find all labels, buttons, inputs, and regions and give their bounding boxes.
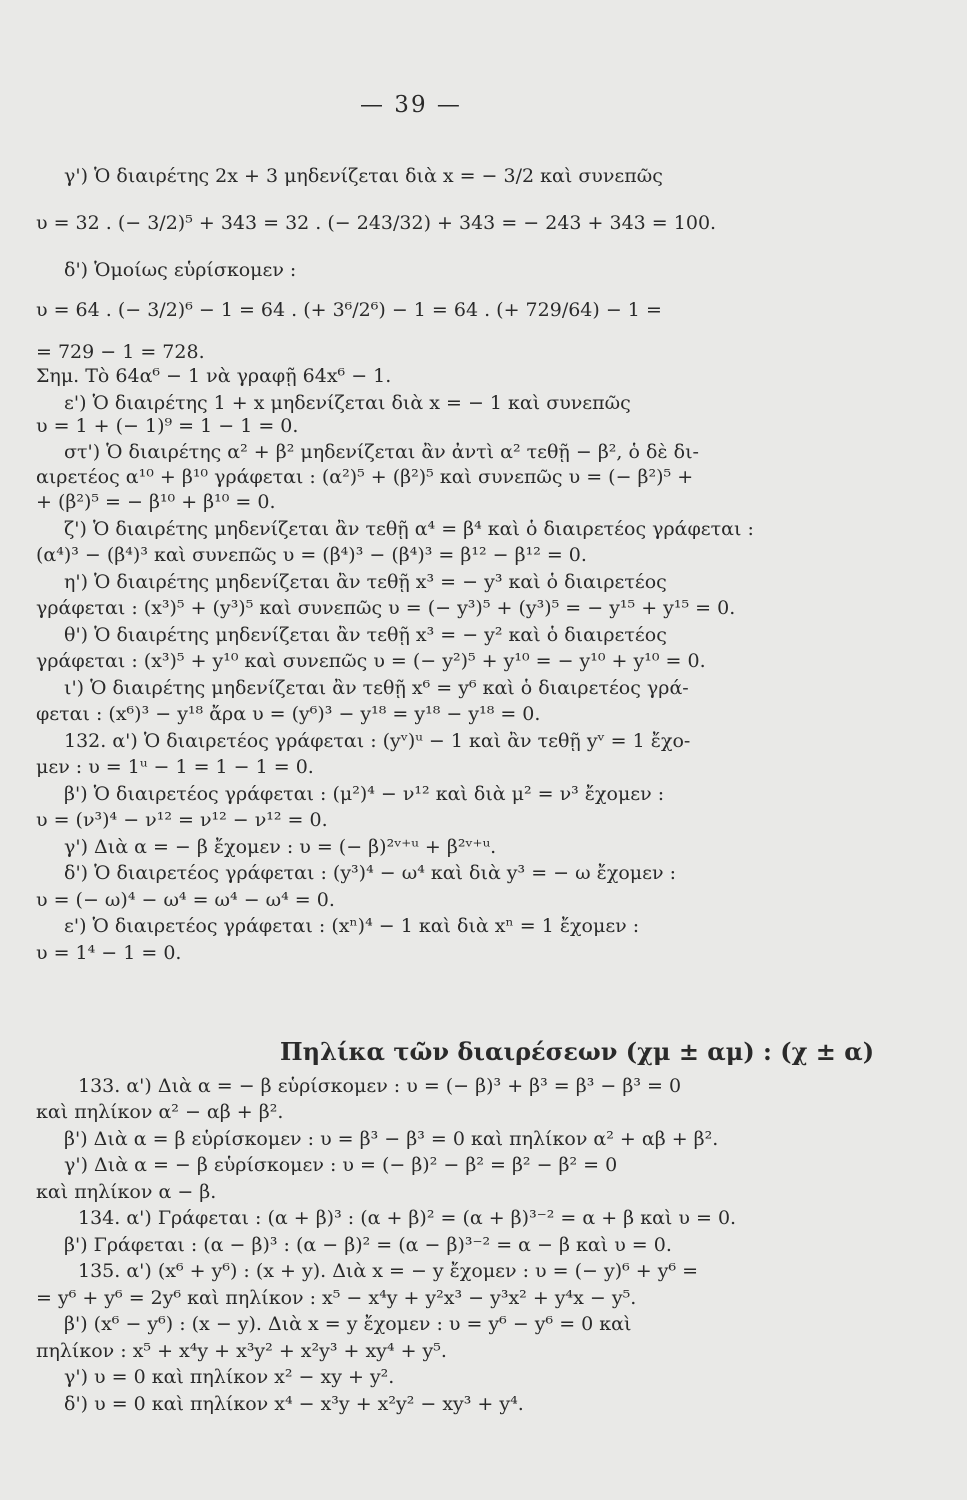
text-line: 133. α') Διὰ α = − β εὑρίσκομεν : υ = (− β)³ + β³ = β³ − β³ = 0: [78, 1075, 682, 1097]
text-line: β') (x⁶ − y⁶) : (x − y). Διὰ x = y ἔχομεν : υ = y⁶ − y⁶ = 0 καὶ: [64, 1313, 632, 1335]
text-line: δ') Ὁ διαιρετέος γράφεται : (y³)⁴ − ω⁴ καὶ διὰ y³ = − ω ἔχομεν :: [64, 862, 676, 884]
text-line: φεται : (x⁶)³ − y¹⁸ ἄρα υ = (y⁶)³ − y¹⁸ = y¹⁸ − y¹⁸ = 0.: [36, 703, 541, 725]
text-line: στ') Ὁ διαιρέτης α² + β² μηδενίζεται ἂν ἀντὶ α² τεθῇ − β², ὁ δὲ δι-: [64, 441, 699, 463]
text-line: υ = 1 + (− 1)⁹ = 1 − 1 = 0.: [36, 415, 299, 437]
text-line: γράφεται : (x³)⁵ + (y³)⁵ καὶ συνεπῶς υ = (− y³)⁵ + (y³)⁵ = − y¹⁵ + y¹⁵ = 0.: [36, 597, 736, 619]
text-line: γ') Διὰ α = − β ἔχομεν : υ = (− β)²ᵛ⁺ᵘ + β²ᵛ⁺ᵘ.: [64, 836, 497, 858]
text-line: ζ') Ὁ διαιρέτης μηδενίζεται ἂν τεθῇ α⁴ = β⁴ καὶ ὁ διαιρετέος γράφεται :: [64, 518, 754, 540]
text-line: δ') υ = 0 καὶ πηλίκον x⁴ − x³y + x²y² − xy³ + y⁴.: [64, 1393, 524, 1415]
text-line: β') Γράφεται : (α − β)³ : (α − β)² = (α − β)³⁻² = α − β καὶ υ = 0.: [64, 1234, 672, 1256]
text-line: (α⁴)³ − (β⁴)³ καὶ συνεπῶς υ = (β⁴)³ − (β⁴)³ = β¹² − β¹² = 0.: [36, 544, 587, 566]
text-line: = 729 − 1 = 728.: [36, 341, 205, 363]
text-line: θ') Ὁ διαιρέτης μηδενίζεται ἂν τεθῇ x³ = − y² καὶ ὁ διαιρετέος: [64, 624, 667, 646]
page-number: — 39 —: [360, 92, 462, 118]
text-line: = y⁶ + y⁶ = 2y⁶ καὶ πηλίκον : x⁵ − x⁴y + y²x³ − y³x² + y⁴x − y⁵.: [36, 1287, 637, 1309]
text-line: Σημ. Τὸ 64α⁶ − 1 νὰ γραφῇ 64x⁶ − 1.: [36, 365, 392, 387]
text-line: υ = (ν³)⁴ − ν¹² = ν¹² − ν¹² = 0.: [36, 809, 328, 831]
text-line: β') Ὁ διαιρετέος γράφεται : (μ²)⁴ − ν¹² καὶ διὰ μ² = ν³ ἔχομεν :: [64, 783, 665, 805]
text-line: γ') Ὁ διαιρέτης 2x + 3 μηδενίζεται διὰ x = − 3/2 καὶ συνεπῶς: [64, 165, 663, 187]
text-line: υ = 32 . (− 3/2)⁵ + 343 = 32 . (− 243/32) + 343 = − 243 + 343 = 100.: [36, 212, 717, 234]
text-line: + (β²)⁵ = − β¹⁰ + β¹⁰ = 0.: [36, 491, 276, 513]
text-line: ι') Ὁ διαιρέτης μηδενίζεται ἂν τεθῇ x⁶ = y⁶ καὶ ὁ διαιρετέος γρά-: [64, 677, 689, 699]
text-line: β') Διὰ α = β εὑρίσκομεν : υ = β³ − β³ = 0 καὶ πηλίκον α² + αβ + β².: [64, 1128, 719, 1150]
text-line: γ') Διὰ α = − β εὑρίσκομεν : υ = (− β)² − β² = β² − β² = 0: [64, 1154, 618, 1176]
text-line: δ') Ὁμοίως εὑρίσκομεν :: [64, 259, 297, 281]
text-line: η') Ὁ διαιρέτης μηδενίζεται ἂν τεθῇ x³ = − y³ καὶ ὁ διαιρετέος: [64, 571, 667, 593]
text-line: υ = 1⁴ − 1 = 0.: [36, 942, 182, 964]
text-line: ε') Ὁ διαιρέτης 1 + x μηδενίζεται διὰ x = − 1 καὶ συνεπῶς: [64, 392, 631, 414]
text-line: γ') υ = 0 καὶ πηλίκον x² − xy + y².: [64, 1366, 395, 1388]
section-heading: Πηλίκα τῶν διαιρέσεων (χμ ± αμ) : (χ ± α): [280, 1037, 875, 1066]
text-line: υ = (− ω)⁴ − ω⁴ = ω⁴ − ω⁴ = 0.: [36, 889, 335, 911]
text-line: υ = 64 . (− 3/2)⁶ − 1 = 64 . (+ 3⁶/2⁶) − 1 = 64 . (+ 729/64) − 1 =: [36, 299, 662, 321]
text-line: μεν : υ = 1ᵘ − 1 = 1 − 1 = 0.: [36, 756, 314, 778]
text-line: καὶ πηλίκον α² − αβ + β².: [36, 1101, 284, 1123]
text-line: αιρετέος α¹⁰ + β¹⁰ γράφεται : (α²)⁵ + (β²)⁵ καὶ συνεπῶς υ = (− β²)⁵ +: [36, 466, 694, 488]
text-line: 134. α') Γράφεται : (α + β)³ : (α + β)² = (α + β)³⁻² = α + β καὶ υ = 0.: [78, 1207, 737, 1229]
text-line: ε') Ὁ διαιρετέος γράφεται : (xⁿ)⁴ − 1 καὶ διὰ xⁿ = 1 ἔχομεν :: [64, 915, 640, 937]
text-line: 135. α') (x⁶ + y⁶) : (x + y). Διὰ x = − y ἔχομεν : υ = (− y)⁶ + y⁶ =: [78, 1260, 699, 1282]
text-line: καὶ πηλίκον α − β.: [36, 1181, 217, 1203]
text-line: γράφεται : (x³)⁵ + y¹⁰ καὶ συνεπῶς υ = (− y²)⁵ + y¹⁰ = − y¹⁰ + y¹⁰ = 0.: [36, 650, 706, 672]
text-line: πηλίκον : x⁵ + x⁴y + x³y² + x²y³ + xy⁴ + y⁵.: [36, 1340, 447, 1362]
text-line: 132. α') Ὁ διαιρετέος γράφεται : (yᵛ)ᵘ − 1 καὶ ἂν τεθῇ yᵛ = 1 ἔχο-: [64, 730, 691, 752]
